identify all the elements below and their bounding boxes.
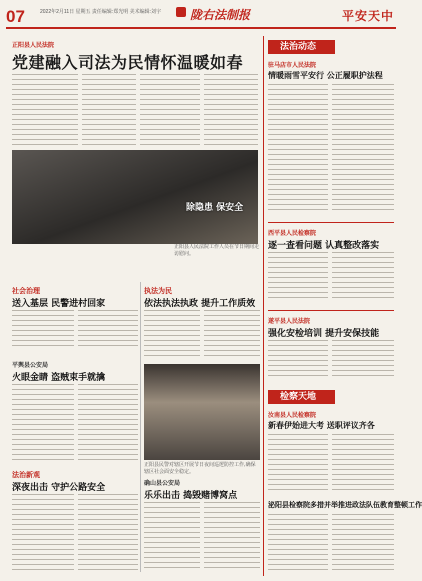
text-column	[268, 252, 328, 302]
text-column	[12, 494, 74, 572]
text-column	[12, 310, 74, 350]
right-source-1: 驻马店市人民法院	[268, 62, 317, 69]
right-title-5: 泌阳县检察院多措并举推进政法队伍教育整顿工作	[268, 500, 422, 509]
right-source-4: 汝南县人民检察院	[268, 412, 317, 419]
story-tag-4: 法治新观	[12, 471, 40, 479]
masthead-logo: 陇右法制报	[190, 8, 251, 22]
text-column	[78, 310, 138, 350]
story-title-1: 送入基层 民警进村回家	[12, 299, 106, 309]
right-title-2: 逐一查看问题 认真整改落实	[268, 241, 380, 251]
divider	[268, 310, 394, 311]
text-column	[332, 340, 394, 380]
top-story-photo	[12, 150, 258, 244]
text-column	[204, 74, 258, 146]
column-divider	[140, 282, 141, 572]
photo-caption: 正阳县人民法院工作人员在节日期间走访慰问。	[174, 244, 260, 257]
text-column	[204, 310, 260, 360]
top-story-title: 党建融入司法为民情怀温暖如春	[12, 53, 244, 72]
text-column	[268, 434, 328, 494]
photo-stamp: 除隐患 保安全	[186, 203, 244, 213]
text-column	[332, 514, 394, 572]
page-number: 07	[6, 7, 25, 26]
story-tag-2: 执法为民	[144, 287, 172, 295]
story-title-5: 乐乐出击 捣毁赌博窝点	[144, 491, 238, 501]
text-column	[144, 502, 200, 572]
text-column	[332, 84, 394, 214]
top-story-source: 正阳县人民法院	[12, 42, 55, 49]
box-heading-procuratorate: 检察天地	[268, 390, 335, 404]
right-source-2: 西平县人民检察院	[268, 230, 317, 237]
box-heading-legal-news: 法治动态	[268, 40, 335, 54]
text-column	[12, 384, 74, 464]
text-column	[78, 384, 138, 464]
text-column	[144, 310, 200, 360]
column-divider	[263, 36, 264, 576]
story-tag-1: 社会治理	[12, 287, 40, 295]
text-column	[140, 74, 200, 146]
issue-meta: 2022年2月11日 星期五 责任编辑:郑光明 美术编辑:刘宇	[40, 9, 162, 15]
story-title-3: 火眼金睛 盗贼束手就擒	[12, 373, 106, 383]
right-source-3: 遂平县人民法院	[268, 318, 311, 325]
text-column	[268, 340, 328, 380]
text-column	[12, 74, 78, 146]
text-column	[332, 252, 394, 302]
divider	[268, 222, 394, 223]
text-column	[268, 84, 328, 214]
header-rule	[6, 27, 396, 29]
text-column	[78, 494, 138, 572]
masthead-seal-icon	[176, 7, 186, 17]
story-title-4: 深夜出击 守护公路安全	[12, 483, 106, 493]
text-column	[82, 74, 136, 146]
story-source-5: 确山县公安局	[144, 480, 181, 487]
page-header	[0, 0, 402, 36]
right-title-1: 情暖雨雪平安行 公正履职护法程	[268, 70, 383, 80]
text-column	[204, 502, 260, 572]
right-title-4: 新春伊始进大考 送职评议齐各	[268, 420, 375, 430]
story-source-3: 平舆县公安局	[12, 362, 49, 369]
right-title-3: 强化安检培训 提升安保技能	[268, 329, 380, 339]
photo2-caption: 正阳县民警对辖区开展节日夜间巡逻防控工作,确保辖区社会面安全稳定。	[144, 462, 256, 475]
text-column	[332, 434, 394, 494]
story-title-2: 依法执法执政 提升工作质效	[144, 299, 256, 309]
night-patrol-photo	[144, 364, 260, 460]
section-title: 平安天中	[341, 9, 394, 23]
text-column	[268, 514, 328, 572]
